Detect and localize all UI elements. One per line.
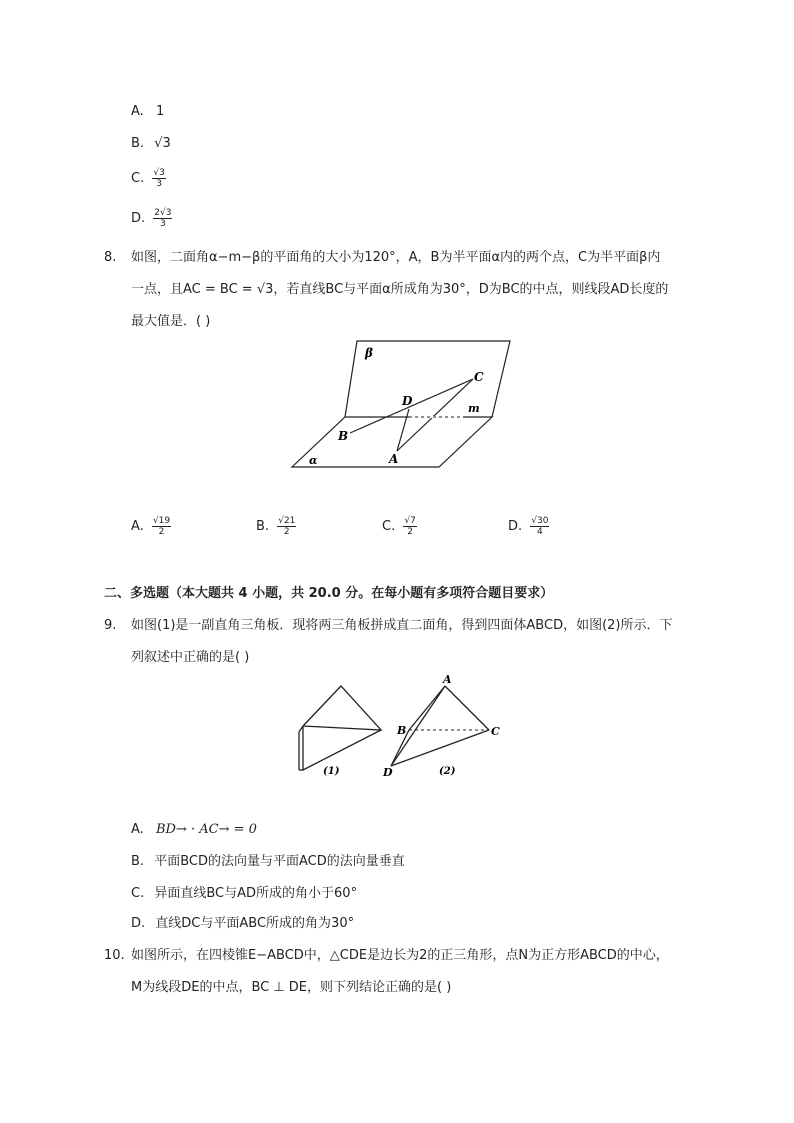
label-c: C [474,370,484,384]
fraction: $\frac{√30}{4}$ [531,516,549,537]
caption-2: (2) [439,766,456,777]
q8-number: 8. [104,250,117,265]
fraction: $\frac{√7}{2}$ [404,516,416,537]
q8-option-a: A. $\frac{√19}{2}$ [131,516,171,537]
label-alpha: α [309,454,318,467]
label-d: D [402,394,413,408]
label-c: C [491,725,500,738]
q9-option-d: D. 直线DC与平面ABC所成的角为30° [131,916,355,931]
edge-ac [445,686,489,730]
fraction: $\frac{2√3}{3}$ [154,208,172,229]
q8-option-d: D. $\frac{√30}{4}$ [508,516,549,537]
fraction: $\frac{√19}{2}$ [152,516,171,537]
q9-line2: 列叙述中正确的是( ) [131,650,250,665]
q9-number: 9. [104,618,117,633]
label-a: A [389,452,399,466]
q8-line1: 如图，二面角α−m−β的平面角的大小为120°，A，B为半平面α内的两个点，C为半平面β内 [131,250,661,265]
label-b: B [338,429,349,443]
q9-line1: 如图(1)是一副直角三角板．现将两三角板拼成直二面角，得到四面体ABCD，如图(2)所示．下 [131,618,673,633]
edge-ab [409,686,445,730]
section-heading: 二、多选题（本大题共 4 小题，共 20.0 分。在每小题有多项符合题目要求） [104,586,554,601]
q9-option-c: C. 异面直线BC与AD所成的角小于60° [131,886,358,901]
q9-option-b: B. 平面BCD的法向量与平面ACD的法向量垂直 [131,854,405,869]
q8-option-b: B. $\frac{√21}{2}$ [256,516,296,537]
label-m: m [468,402,480,415]
segment-ac [397,379,473,451]
q10-line2: M为线段DE的中点，BC ⊥ DE，则下列结论正确的是( ) [131,980,452,995]
q7-option-b: B. √3 [131,136,171,151]
triangle-front [303,726,381,770]
caption-1: (1) [323,766,340,777]
label-a: A [443,673,452,686]
q8-line3: 最大值是．( ) [131,314,211,329]
label-b: B [397,724,407,737]
q10-number: 10. [104,948,125,963]
q9-figure [295,672,505,784]
q7-option-c: C. $\frac{√3}{3}$ [131,168,165,189]
q10-line1: 如图所示，在四棱锥E−ABCD中，△CDE是边长为2的正三角形，点N为正方形ABCD的中心， [131,948,669,963]
label-d: D [383,766,393,779]
fraction: $\frac{√3}{3}$ [153,168,165,189]
q7-option-a: A. 1 [131,104,165,119]
q7-option-d: D. $\frac{2√3}{3}$ [131,208,172,229]
triangle-top [303,686,381,730]
fraction: $\frac{√21}{2}$ [278,516,296,537]
q9-option-a: A. BD→ · AC→ = 0 [131,822,257,837]
q8-dihedral-figure [285,335,515,475]
label-beta: β [365,346,373,360]
q8-line2: 一点，且AC = BC = √3，若直线BC与平面α所成角为30°，D为BC的中点，则线段AD长度的 [131,282,669,297]
q8-option-c: C. $\frac{√7}{2}$ [382,516,416,537]
